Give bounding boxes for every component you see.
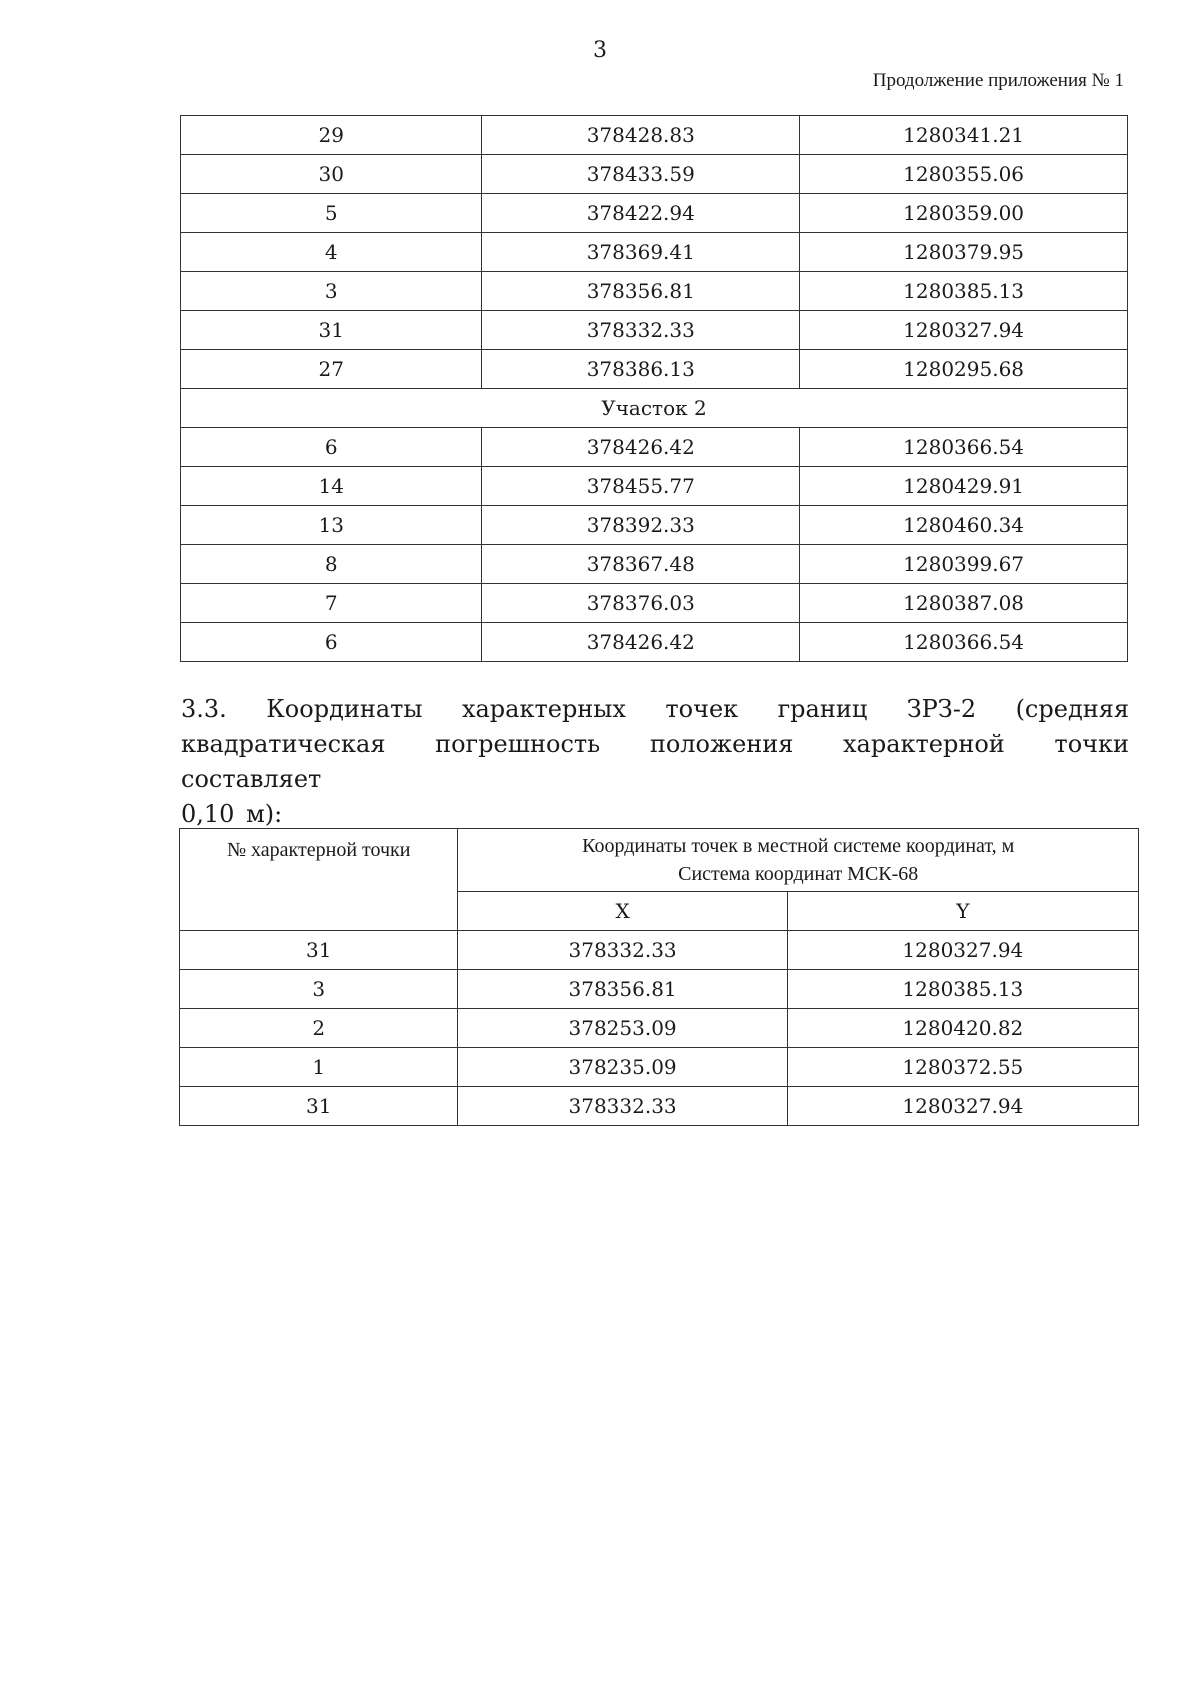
y-coordinate-cell: 1280295.68 [800, 350, 1128, 389]
x-coordinate-cell: 378332.33 [482, 311, 800, 350]
section-row [181, 389, 1128, 428]
x-coordinate-cell: 378426.42 [482, 623, 800, 662]
continuation-note: Продолжение приложения № 1 [872, 70, 1124, 91]
point-number-cell: 8 [181, 545, 482, 584]
table-row [181, 584, 1128, 623]
point-number-cell: 4 [181, 233, 482, 272]
y-coordinate-cell: 1280366.54 [800, 623, 1128, 662]
table2-body [180, 829, 1139, 1126]
table-row [181, 233, 1128, 272]
point-number-cell: 30 [181, 155, 482, 194]
x-coordinate-cell: 378386.13 [482, 350, 800, 389]
x-coordinate-cell: 378356.81 [482, 272, 800, 311]
table1-part2 [181, 428, 1128, 662]
x-coordinate-cell: 378253.09 [458, 1009, 787, 1048]
x-coordinate-cell: 378428.83 [482, 116, 800, 155]
y-coordinate-cell: 1280327.94 [800, 311, 1128, 350]
y-coordinate-cell: 1280387.08 [800, 584, 1128, 623]
table-row [181, 350, 1128, 389]
point-number-cell: 13 [181, 506, 482, 545]
point-number-cell: 3 [181, 272, 482, 311]
page-number: 3 [593, 38, 607, 63]
point-number-cell: 2 [180, 1009, 458, 1048]
table1-part1 [181, 116, 1128, 389]
y-coordinate-cell: 1280385.13 [800, 272, 1128, 311]
x-coordinate-cell: 378356.81 [458, 970, 787, 1009]
table-row [180, 1087, 1139, 1126]
x-coordinate-cell: 378235.09 [458, 1048, 787, 1087]
y-coordinate-cell: 1280327.94 [787, 931, 1138, 970]
point-number-cell: 27 [181, 350, 482, 389]
x-coordinate-cell: 378455.77 [482, 467, 800, 506]
table-row [181, 506, 1128, 545]
y-coordinate-cell: 1280327.94 [787, 1087, 1138, 1126]
point-number-cell: 31 [181, 311, 482, 350]
y-coordinate-cell: 1280355.06 [800, 155, 1128, 194]
header-coordinates-line2: Система координат МСК-68 [678, 863, 919, 885]
x-coordinate-cell: 378332.33 [458, 1087, 787, 1126]
table-row [181, 272, 1128, 311]
y-coordinate-cell: 1280366.54 [800, 428, 1128, 467]
point-number-cell: 3 [180, 970, 458, 1009]
x-coordinate-cell: 378422.94 [482, 194, 800, 233]
x-coordinate-cell: 378367.48 [482, 545, 800, 584]
table-row [181, 623, 1128, 662]
header-y: Y [787, 892, 1138, 931]
point-number-cell: 6 [181, 428, 482, 467]
point-number-cell: 5 [181, 194, 482, 233]
table-row [180, 970, 1139, 1009]
y-coordinate-cell: 1280379.95 [800, 233, 1128, 272]
table-row [180, 931, 1139, 970]
point-number-cell: 1 [180, 1048, 458, 1087]
x-coordinate-cell: 378392.33 [482, 506, 800, 545]
table-row [181, 545, 1128, 584]
y-coordinate-cell: 1280359.00 [800, 194, 1128, 233]
table2-header-row [180, 829, 1139, 892]
y-coordinate-cell: 1280420.82 [787, 1009, 1138, 1048]
paragraph-last-line: 0,10 м): [181, 800, 283, 828]
y-coordinate-cell: 1280385.13 [787, 970, 1138, 1009]
point-number-cell: 31 [180, 931, 458, 970]
header-x: X [458, 892, 787, 931]
section-label: Участок 2 [181, 389, 1128, 428]
y-coordinate-cell: 1280399.67 [800, 545, 1128, 584]
header-coordinates-line1: Координаты точек в местной системе координат, м [582, 835, 1015, 857]
table-row [180, 1009, 1139, 1048]
table-row [181, 467, 1128, 506]
x-coordinate-cell: 378369.41 [482, 233, 800, 272]
header-coordinates [458, 829, 1139, 892]
point-number-cell: 29 [181, 116, 482, 155]
header-point-number: № характерной точки [180, 829, 458, 931]
zrz2-coordinates-table [179, 828, 1139, 1126]
x-coordinate-cell: 378433.59 [482, 155, 800, 194]
x-coordinate-cell: 378332.33 [458, 931, 787, 970]
coordinates-table-continued [180, 115, 1128, 662]
table-row [181, 311, 1128, 350]
table-row [181, 194, 1128, 233]
table1-section [181, 389, 1128, 428]
point-number-cell: 6 [181, 623, 482, 662]
y-coordinate-cell: 1280429.91 [800, 467, 1128, 506]
table-row [181, 428, 1128, 467]
paragraph-text: 3.3. Координаты характерных точек границ ЗРЗ-2 (средняя квадратическая погрешность положения характерной точки составляет [181, 695, 1129, 793]
point-number-cell: 7 [181, 584, 482, 623]
section-paragraph [181, 692, 1129, 832]
y-coordinate-cell: 1280372.55 [787, 1048, 1138, 1087]
x-coordinate-cell: 378376.03 [482, 584, 800, 623]
point-number-cell: 14 [181, 467, 482, 506]
table-row [181, 155, 1128, 194]
table-row [180, 1048, 1139, 1087]
x-coordinate-cell: 378426.42 [482, 428, 800, 467]
y-coordinate-cell: 1280460.34 [800, 506, 1128, 545]
point-number-cell: 31 [180, 1087, 458, 1126]
table-row [181, 116, 1128, 155]
y-coordinate-cell: 1280341.21 [800, 116, 1128, 155]
